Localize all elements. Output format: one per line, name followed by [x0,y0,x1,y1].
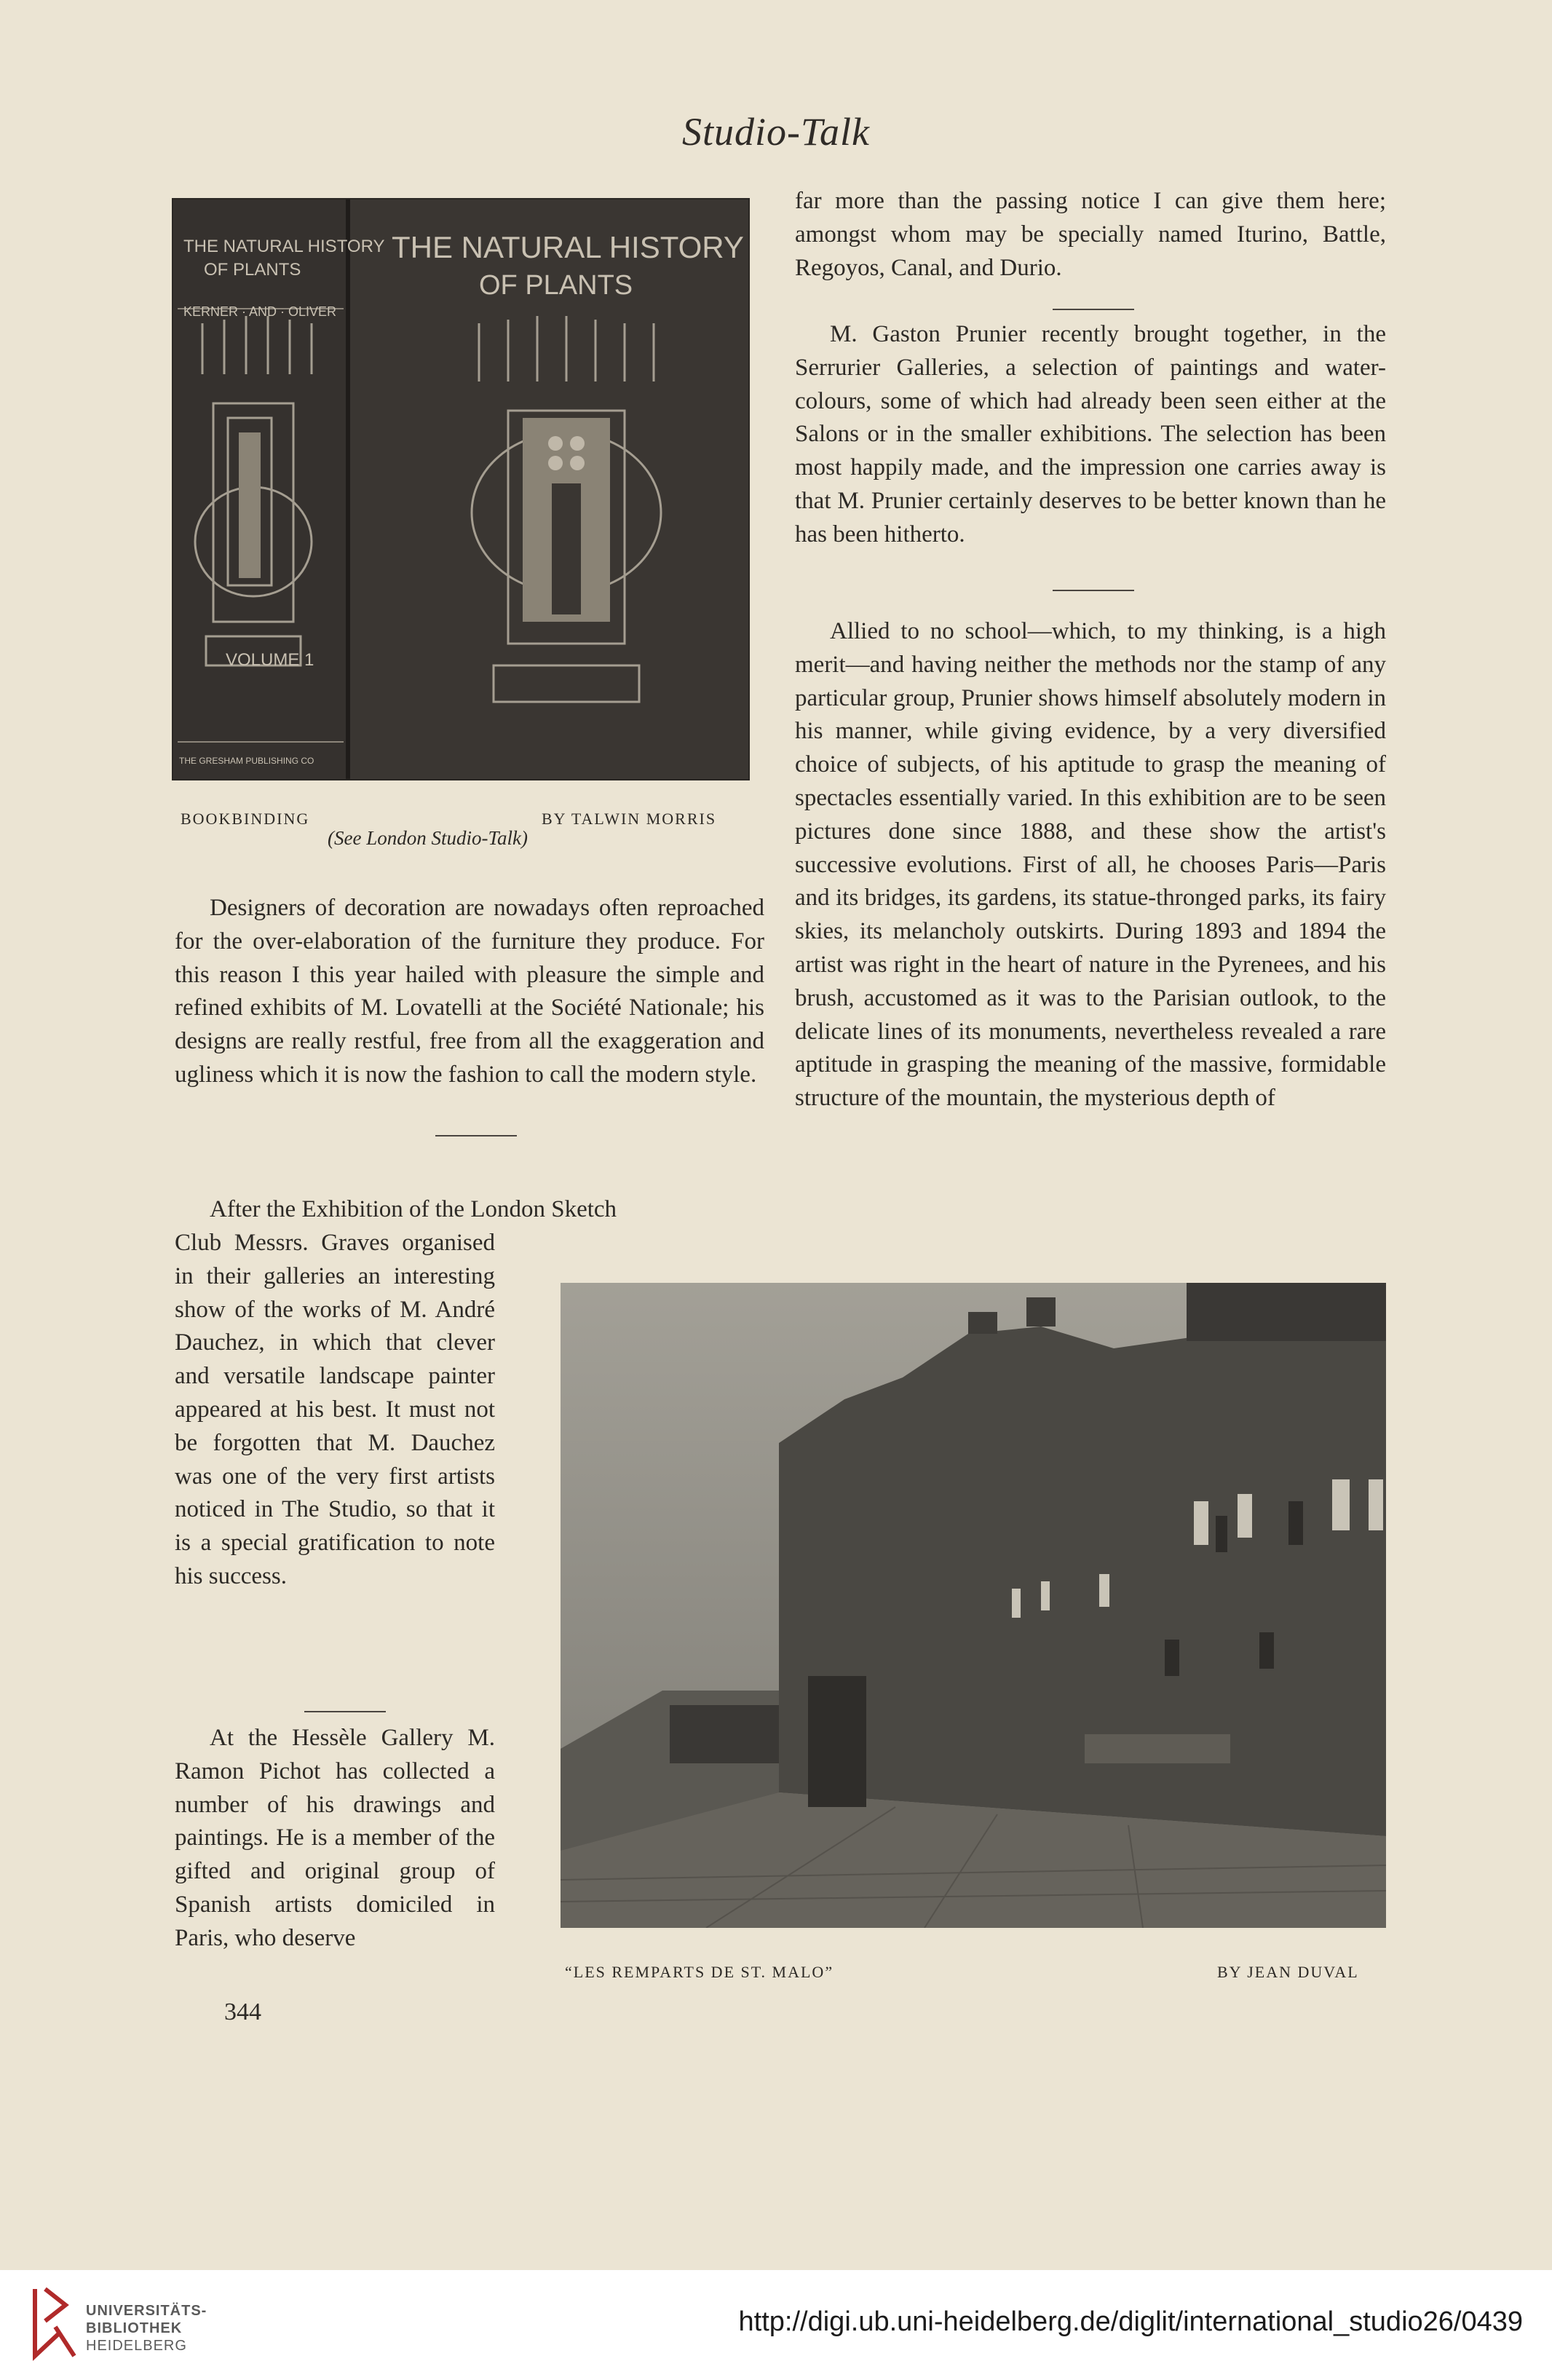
front-title-1: THE NATURAL HISTORY [392,230,744,264]
spine-authors: KERNER · AND · OLIVER [183,304,337,319]
bookbinding-caption-right: BY TALWIN MORRIS [542,810,717,828]
left-para-3: At the Hessèle Gallery M. Ramon Pichot has collected a number of his drawings and paintings. He is a member of the gifted and original group of Spanish artists domiciled in Paris, who deserve [175,1725,495,1951]
spine-title-2: OF PLANTS [204,260,301,280]
left-para-2: Club Messrs. Graves organised in their galleries an interesting show of the works of M. André Dauchez, in which that clever and versatile landscape painter appeared at his best. It must not be forgotten that M. Dauchez was one of the very first artists noticed in The Studio, so that it is a special gratification to note his success. [175,1230,495,1589]
library-logo-icon [29,2283,80,2363]
spine-volume: VOLUME 1 [226,650,314,670]
section-divider [1053,309,1134,310]
left-para-1: Designers of decoration are nowadays often reproached for the over-elaboration of the furniture they produce. For this reason I this year hailed with pleasure the simple and refined exhibits of M. Lovatelli at the Société Nationale; his designs are really restful, free from all the exaggeration and ugliness which it is now the fashion to call the modern style. [175,895,764,1088]
bookbinding-caption-left: BOOKBINDING [181,810,310,828]
library-line-1: UNIVERSITÄTS- [86,2303,207,2319]
section-divider [1053,590,1134,591]
running-header: Studio-Talk [681,110,871,154]
section-divider [435,1135,517,1136]
left-para-2-first-line: After the Exhibition of the London Sketch [210,1196,617,1222]
painting-caption-left: “LES REMPARTS DE ST. MALO” [565,1963,834,1981]
spine-publisher: THE GRESHAM PUBLISHING CO [179,756,314,766]
front-title-2: OF PLANTS [479,270,633,301]
right-para-2: M. Gaston Prunier recently brought together, in the Serrurier Galleries, a selection of paintings and water-colours, some of which had already been seen either at the Salons or in the smaller exhibitions. The selection has been most happily made, and the impression one carries away is that M. Prunier certainly deserves to be better known than he has been hitherto. [795,321,1386,547]
painting-caption-right: BY JEAN DUVAL [1217,1963,1359,1981]
library-line-2: BIBLIOTHEK [86,2320,183,2336]
book-cover-art [173,199,748,779]
section-divider [304,1711,386,1712]
painting-art [561,1283,1386,1928]
painting-illustration [561,1283,1386,1928]
right-para-1: far more than the passing notice I can give them here; amongst whom may be specially named Iturino, Battle, Regoyos, Canal, and Durio. [795,188,1386,281]
source-url-link[interactable]: http://digi.ub.uni-heidelberg.de/diglit/international_studio26/0439 [738,2306,1523,2337]
page-number: 344 [224,1999,261,2025]
right-para-3: Allied to no school—which, to my thinking, is a high merit—and having neither the methods nor the stamp of any particular group, Prunier shows himself absolutely modern in his manner, while giving evidence, by a very diversified choice of subjects, of his aptitude to grasp the meaning of spectacles essentially varied. In this exhibition are to be seen pictures done since 1888, and these show the artist's successive evolutions. First of all, he chooses Paris—Paris and its bridges, its gardens, its statue-thronged parks, its fairy skies, its melancholy outskirts. During 1893 and 1894 the artist was right in the heart of nature in the Pyrenees, and his brush, accustomed as it was to the Parisian outlook, to the delicate lines of its monuments, nevertheless revealed a rare aptitude in grasping the meaning of the massive, formidable structure of the mountain, the mysterious depth of [795,618,1386,1112]
bookbinding-caption-sub: (See London Studio-Talk) [328,827,528,849]
library-line-3: HEIDELBERG [86,2338,187,2354]
footer-bar [0,2270,1552,2380]
bookbinding-illustration [172,198,750,780]
spine-title-1: THE NATURAL HISTORY [183,237,385,256]
library-name [86,2302,207,2355]
